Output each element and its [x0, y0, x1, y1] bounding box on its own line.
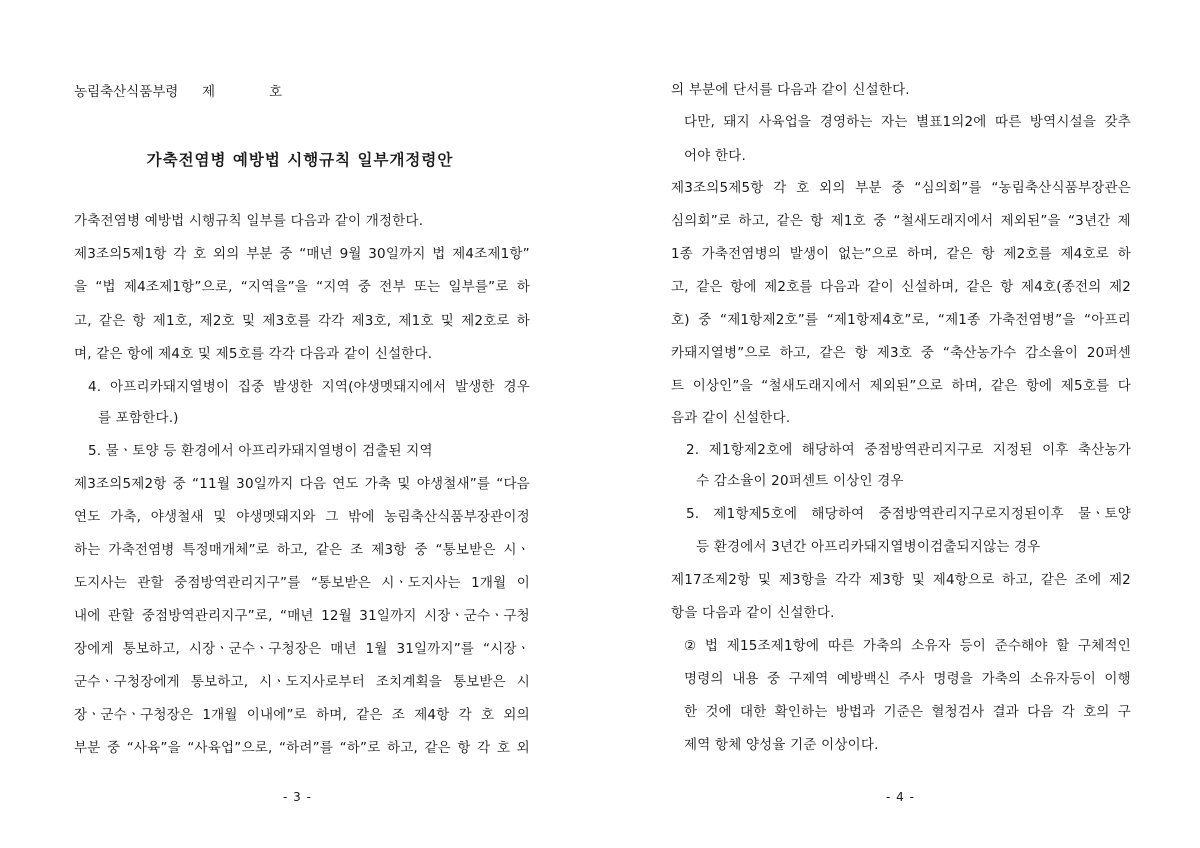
body-line: 고, 같은 항에 제2호를 다음과 같이 신설하며, 같은 항 제4호(종전의 제2	[671, 279, 1131, 295]
body-line: 다만, 돼지 사육업을 경영하는 자는 별표1의2에 따른 방역시설을 갖추	[684, 114, 1131, 130]
body-line: 제3조의5제2항 중 “11월 30일까지 다음 연도 가축 및 야생철새”를 “다음	[74, 476, 530, 492]
body-line: 수 감소율이 20퍼센트 이상인 경우	[696, 473, 904, 489]
page-number-right: - 4 -	[886, 790, 915, 804]
ordinance-number-suffix: 호	[269, 84, 283, 100]
body-line: 연도 가축, 야생철새 및 야생멧돼지와 그 밖에 농림축산식품부장관이정	[74, 509, 530, 525]
body-line: 한 것에 대한 확인하는 방법과 기준은 혈청검사 결과 다음 각 호의 구	[684, 704, 1131, 720]
body-line: 를 포함한다.)	[98, 410, 179, 426]
body-line: 군수ㆍ구청장에게 통보하고, 시ㆍ도지사로부터 조치계획을 통보받은 시	[74, 674, 530, 690]
body-line: 항을 다음과 같이 신설한다.	[671, 605, 835, 621]
body-line: 카돼지열병”으로 하고, 같은 항 제3호 중 “축산농가수 감소율이 20퍼센	[671, 345, 1131, 361]
body-line: 도지사는 관할 중점방역관리지구”를 “통보받은 시ㆍ도지사는 1개월 이	[74, 575, 530, 591]
body-line: 2. 제1항제2호에 해당하여 중점방역관리지구로 지정된 이후 축산농가	[686, 442, 1131, 458]
body-line: 며, 같은 항에 제4호 및 제5호를 각각 다음과 같이 신설한다.	[74, 346, 433, 362]
body-line: 트 이상인”을 “철새도래지에서 제외된”으로 하며, 같은 항에 제5호를 다	[671, 378, 1131, 394]
body-line: 가축전염병 예방법 시행규칙 일부를 다음과 같이 개정한다.	[74, 213, 424, 229]
body-line: 고, 같은 항 제1호, 제2호 및 제3호를 각각 제3호, 제1호 및 제2호로 하	[74, 313, 530, 329]
body-line: 호) 중 “제1항제2호”를 “제1항제4호”로, “제1종 가축전염병”을 “아프리	[671, 312, 1131, 328]
body-line: 심의회”로 하고, 같은 항 제1호 중 “철새도래지에서 제외된”을 “3년간 제	[671, 213, 1131, 229]
body-line: 제17조제2항 및 제3항을 각각 제3항 및 제4항으로 하고, 같은 조에 제2	[671, 572, 1131, 588]
body-line: 제역 항체 양성율 기준 이상이다.	[684, 737, 879, 753]
body-line: 의 부분에 단서를 다음과 같이 신설한다.	[671, 82, 910, 98]
right-page	[600, 0, 1200, 848]
body-line: 내에 관할 중점방역관리지구”로, “매년 12월 31일까지 시장ㆍ군수ㆍ구청	[74, 608, 530, 624]
body-line: 명령의 내용 중 구제역 예방백신 주사 명령을 가축의 소유자등이 이행	[684, 671, 1131, 687]
body-line: 제3조의5제1항 각 호 외의 부분 중 “매년 9월 30일까지 법 제4조제1항”	[74, 246, 530, 262]
ministry-name: 농림축산식품부령	[74, 84, 179, 100]
body-line: 4. 아프리카돼지열병이 집중 발생한 지역(야생멧돼지에서 발생한 경우	[88, 379, 530, 395]
body-line: 5. 물ㆍ토양 등 환경에서 아프리카돼지열병이 검출된 지역	[88, 443, 433, 459]
body-line: 부분 중 “사육”을 “사육업”으로, “하려”를 “하”로 하고, 같은 항 각 호 외	[74, 740, 530, 756]
body-line: 어야 한다.	[684, 148, 746, 164]
page-number-left: - 3 -	[283, 790, 312, 804]
body-line: 5. 제1항제5호에 해당하여 중점방역관리지구로지정된이후 물ㆍ토양	[686, 506, 1131, 522]
body-line: 장에게 통보하고, 시장ㆍ군수ㆍ구청장은 매년 1월 31일까지”를 “시장ㆍ	[74, 641, 530, 657]
body-line: 을 “법 제4조제1항”으로, “지역을”을 “지역 중 전부 또는 일부를”로 하	[74, 279, 530, 295]
body-line: 하는 가축전염병 특정매개체”로 하고, 같은 조 제3항 중 “통보받은 시ㆍ	[74, 542, 530, 558]
body-line: 음과 같이 신설한다.	[671, 410, 791, 426]
ordinance-number-prefix: 제	[202, 84, 216, 100]
body-line: 제3조의5제5항 각 호 외의 부분 중 “심의회”를 “농림축산식품부장관은	[671, 180, 1131, 196]
body-line: 1종 가축전염병의 발생이 없는”으로 하며, 같은 항 제2호를 제4호로 하	[671, 246, 1131, 262]
body-line: 등 환경에서 3년간 아프리카돼지열병이검출되지않는 경우	[696, 539, 1041, 555]
body-line: ② 법 제15조제1항에 따른 가축의 소유자 등이 준수해야 할 구체적인	[684, 638, 1131, 654]
body-line: 장ㆍ군수ㆍ구청장은 1개월 이내에”로 하며, 같은 조 제4항 각 호 외의	[74, 707, 530, 723]
document-title: 가축전염병 예방법 시행규칙 일부개정령안	[146, 151, 454, 169]
